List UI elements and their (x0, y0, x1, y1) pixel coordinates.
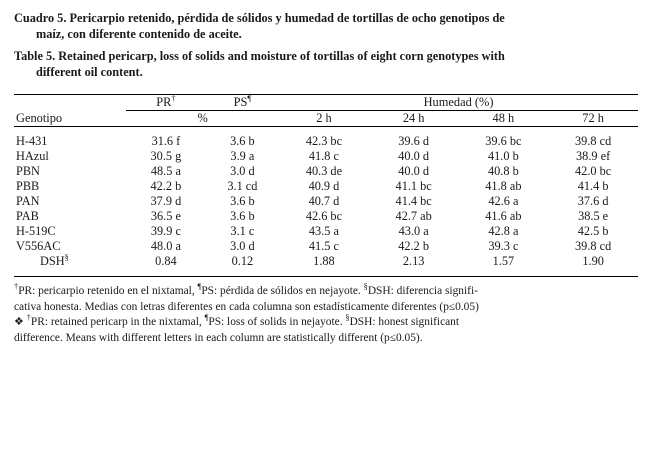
cell-genotipo: PBB (16, 179, 40, 194)
cell-ps: 3.6 b (230, 134, 255, 149)
cell-h2: 41.8 c (308, 149, 339, 164)
footnote-section-icon: § (363, 282, 368, 292)
caption-spanish-line1: Cuadro 5. Pericarpio retenido, pérdida de sólidos y humedad de tortillas de ocho genotipos de (14, 11, 505, 25)
cell-genotipo: PBN (16, 164, 40, 179)
cell-h24: 42.2 b (398, 239, 430, 254)
cell-pr: 37.9 d (150, 194, 182, 209)
cell-h2: 43.5 a (308, 224, 339, 239)
cell-h24: 40.0 d (398, 164, 430, 179)
cell-h2: 42.6 bc (305, 209, 343, 224)
caption-spanish-line2: maíz, con diferente contenido de aceite. (36, 27, 242, 42)
cell-h72: 41.4 b (577, 179, 609, 194)
header-percent: % (197, 111, 208, 126)
table-footnotes (14, 284, 638, 346)
footnote-line-1-part-c: DSH: diferencia signifi- (367, 285, 478, 298)
cell-h72: 42.5 b (577, 224, 609, 239)
table-bottom-rule (14, 277, 638, 278)
footnote-dagger-icon-2: † (26, 313, 31, 323)
caption-english (14, 48, 638, 81)
cell-h48: 41.6 ab (485, 209, 522, 224)
cell-pr: 48.0 a (150, 239, 181, 254)
header-spacer (14, 95, 126, 111)
cell-h72: 38.5 e (578, 209, 609, 224)
header-h48: 48 h (492, 111, 515, 126)
table-header-row-1 (14, 95, 638, 111)
header-ps-label: PS (233, 95, 248, 110)
caption-english-line1: Table 5. Retained pericarp, loss of solids and moisture of tortillas of eight corn genotypes with (14, 48, 505, 63)
caption-english-line2: different oil content. (36, 65, 143, 80)
cell-dsh-h2: 1.88 (313, 254, 335, 269)
cell-h48: 42.8 a (488, 224, 519, 239)
table-footer-spacer (14, 269, 638, 277)
cell-h72: 39.8 cd (575, 134, 612, 149)
cell-genotipo: HAzul (16, 149, 49, 164)
table-row (14, 209, 638, 224)
footnote-dagger-icon: † (14, 282, 19, 292)
cell-h24: 41.4 bc (395, 194, 432, 209)
footnote-pilcrow-icon-2: ¶ (204, 313, 209, 323)
cell-h24: 39.6 d (398, 134, 430, 149)
cell-h72: 42.0 bc (575, 164, 612, 179)
cell-h24: 40.0 d (398, 149, 430, 164)
header-h24: 24 h (402, 111, 425, 126)
cell-dsh-pr: 0.84 (155, 254, 177, 269)
table-row (14, 134, 638, 149)
footnote-line-1 (14, 284, 638, 300)
table-row (14, 194, 638, 209)
cell-h2: 40.7 d (308, 194, 340, 209)
cell-h72: 38.9 ef (576, 149, 611, 164)
cell-pr: 30.5 g (150, 149, 182, 164)
footnote-line-3-part-b: PS: loss of solids in nejayote. (208, 316, 346, 329)
footnote-line-1-part-a: PR: pericarpio retenido en el nixtamal, (18, 285, 198, 298)
footnote-section-icon-2: § (345, 313, 350, 323)
dsh-label-text: DSH (40, 254, 65, 269)
footnote-line-3-part-c: DSH: honest significant (349, 316, 460, 329)
header-ps-superscript: ¶ (247, 94, 252, 104)
header-genotipo: Genotipo (16, 111, 63, 126)
dsh-label-superscript: § (64, 253, 69, 263)
header-h72: 72 h (582, 111, 604, 126)
header-pr (126, 95, 206, 111)
cell-dsh-h24: 2.13 (402, 254, 425, 269)
cell-h2: 42.3 bc (305, 134, 343, 149)
table-row (14, 164, 638, 179)
cell-h48: 40.8 b (488, 164, 519, 179)
footnote-line-3-part-a: PR: retained pericarp in the nixtamal, (30, 316, 205, 329)
cell-h48: 39.3 c (488, 239, 519, 254)
cell-ps: 3.1 c (230, 224, 255, 239)
caption-spanish (14, 10, 638, 43)
cell-ps: 3.1 cd (227, 179, 258, 194)
cell-ps: 3.9 a (230, 149, 255, 164)
header-humedad: Humedad (%) (279, 95, 638, 111)
cell-h72: 37.6 d (577, 194, 609, 209)
flower-icon: ❖ (14, 316, 24, 329)
cell-ps: 3.6 b (230, 209, 255, 224)
header-h2: 2 h (316, 111, 332, 126)
cell-ps: 3.6 b (230, 194, 255, 209)
footnote-pilcrow-icon: ¶ (197, 282, 202, 292)
table-row (14, 239, 638, 254)
cell-h2: 40.9 d (308, 179, 340, 194)
cell-pr: 39.9 c (150, 224, 181, 239)
cell-pr: 36.5 e (150, 209, 181, 224)
header-pr-label: PR (156, 95, 172, 110)
cell-h48: 39.6 bc (485, 134, 522, 149)
cell-h2: 40.3 de (305, 164, 343, 179)
cell-dsh-h48: 1.57 (492, 254, 515, 269)
results-table (14, 94, 638, 277)
footnote-line-2: cativa honesta. Medias con letras diferentes en cada columna son estadísticamente diferentes (p≤0.05) (14, 300, 479, 313)
cell-dsh-ps: 0.12 (231, 254, 254, 269)
cell-h24: 43.0 a (398, 224, 429, 239)
cell-genotipo: PAN (16, 194, 40, 209)
footnote-line-1-part-b: PS: pérdida de sólidos en nejayote. (201, 285, 364, 298)
table-row (14, 224, 638, 239)
cell-pr: 42.2 b (150, 179, 182, 194)
cell-genotipo: H-519C (16, 224, 56, 239)
table-header-row-2 (14, 111, 638, 127)
cell-h48: 42.6 a (488, 194, 519, 209)
cell-h48: 41.0 b (488, 149, 519, 164)
cell-genotipo: PAB (16, 209, 39, 224)
cell-dsh-label (14, 254, 126, 269)
cell-h24: 42.7 ab (395, 209, 432, 224)
cell-h48: 41.8 ab (485, 179, 522, 194)
cell-genotipo: H-431 (16, 134, 48, 149)
cell-pr: 48.5 a (150, 164, 181, 179)
footnote-line-3 (14, 315, 638, 331)
cell-h24: 41.1 bc (395, 179, 432, 194)
cell-ps: 3.0 d (230, 239, 255, 254)
cell-h72: 39.8 cd (575, 239, 612, 254)
table-row-dsh (14, 254, 638, 269)
cell-pr: 31.6 f (151, 134, 181, 149)
footnote-line-4: difference. Means with different letters in each column are statistically different (p≤0.05). (14, 331, 423, 344)
cell-ps: 3.0 d (230, 164, 255, 179)
table-row (14, 149, 638, 164)
table-body-spacer (14, 127, 638, 134)
cell-h2: 41.5 c (308, 239, 339, 254)
header-ps (206, 95, 279, 111)
cell-genotipo: V556AC (16, 239, 61, 254)
header-pr-superscript: † (171, 94, 176, 104)
cell-dsh-h72: 1.90 (582, 254, 604, 269)
table-row (14, 179, 638, 194)
